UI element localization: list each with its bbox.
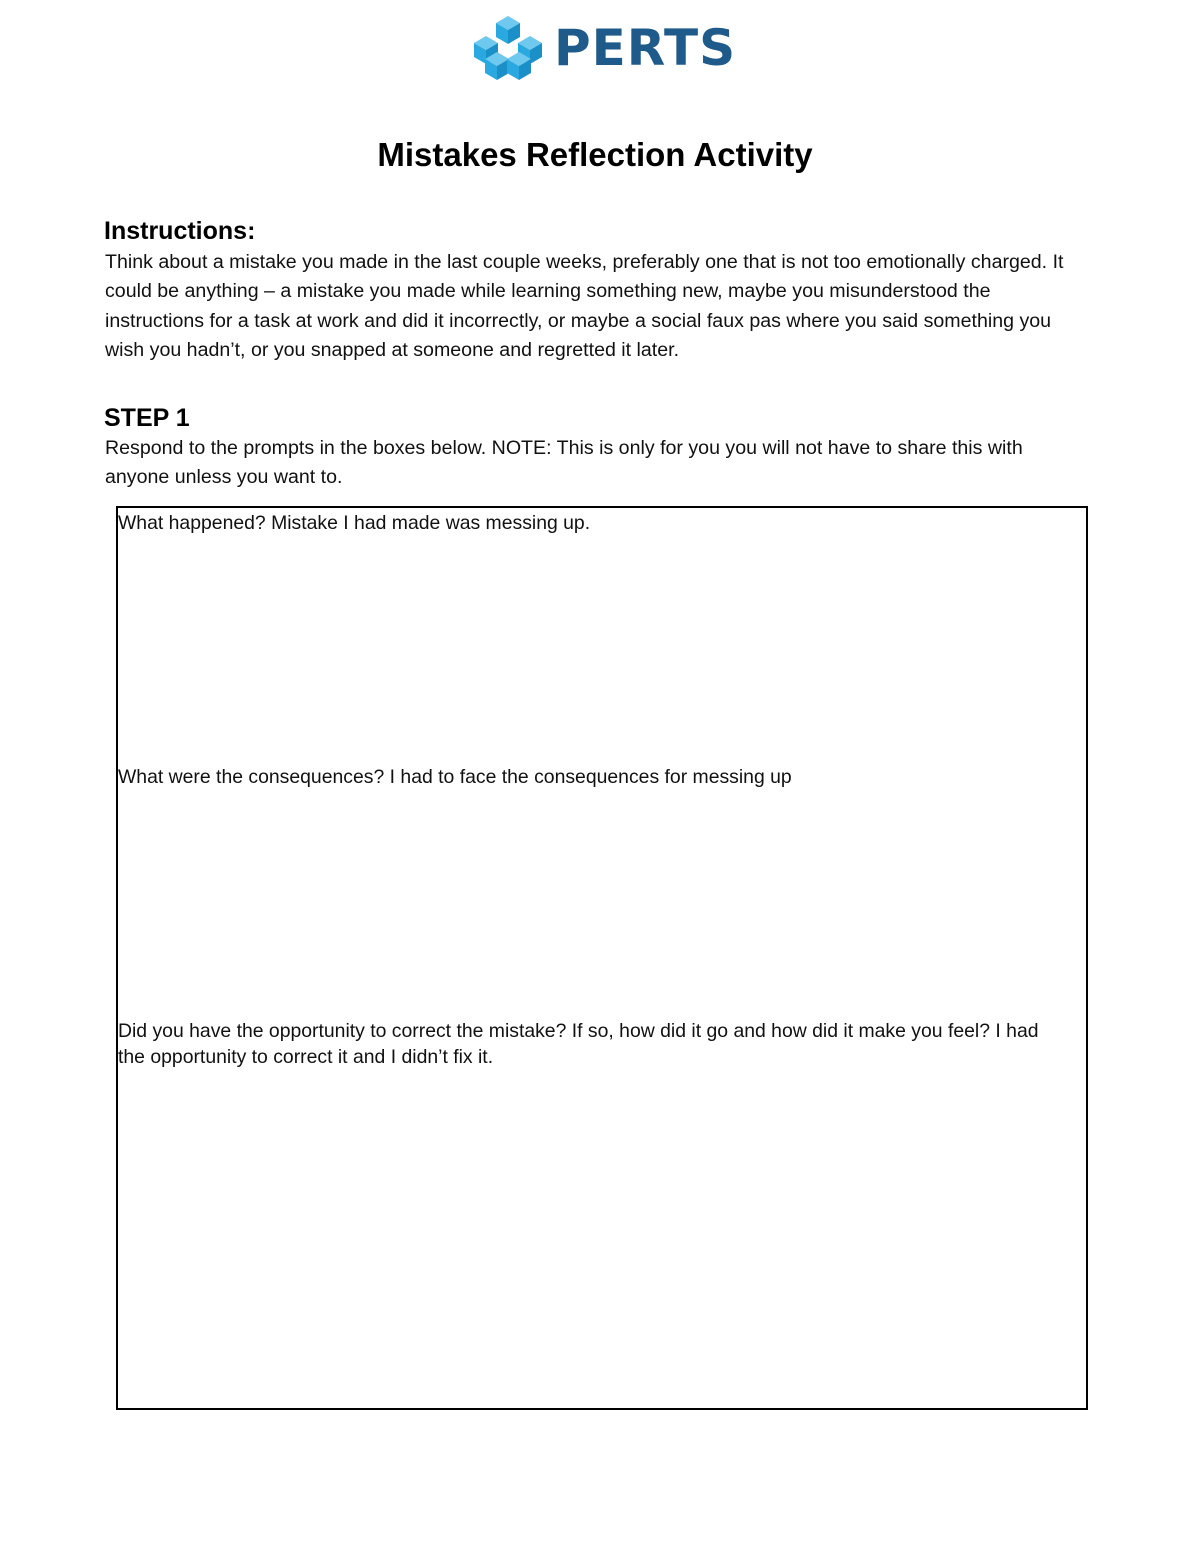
prompt-consequences[interactable]: What were the consequences? I had to face the consequences for messing up [118,766,792,788]
prompt-correct-mistake[interactable]: Did you have the opportunity to correct the mistake? If so, how did it go and how did it make you feel? I had the opportunity to correct it and I didn’t fix it. [118,1020,1039,1068]
cubes-logo-icon [472,14,544,82]
logo-text: PERTS [554,19,737,77]
step1-heading: STEP 1 [104,404,190,432]
response-box[interactable] [116,506,1088,1410]
instructions-text: Think about a mistake you made in the last couple weeks, preferably one that is not too emotionally charged. It could be anything – a mistake you made while learning something new, maybe you misunderstood the instructions for a task at work and did it incorrectly, or maybe a social faux pas where you said something you wish you hadn’t, or you snapped at someone and regretted it later. [105,251,1064,361]
perts-logo [472,14,736,82]
page-title: Mistakes Reflection Activity [377,136,813,173]
instructions-heading: Instructions: [104,217,256,245]
prompt-what-happened[interactable]: What happened? Mistake I had made was messing up. [118,512,591,534]
step1-text: Respond to the prompts in the boxes below. NOTE: This is only for you you will not have to share this with anyone unless you want to. [105,437,1023,489]
